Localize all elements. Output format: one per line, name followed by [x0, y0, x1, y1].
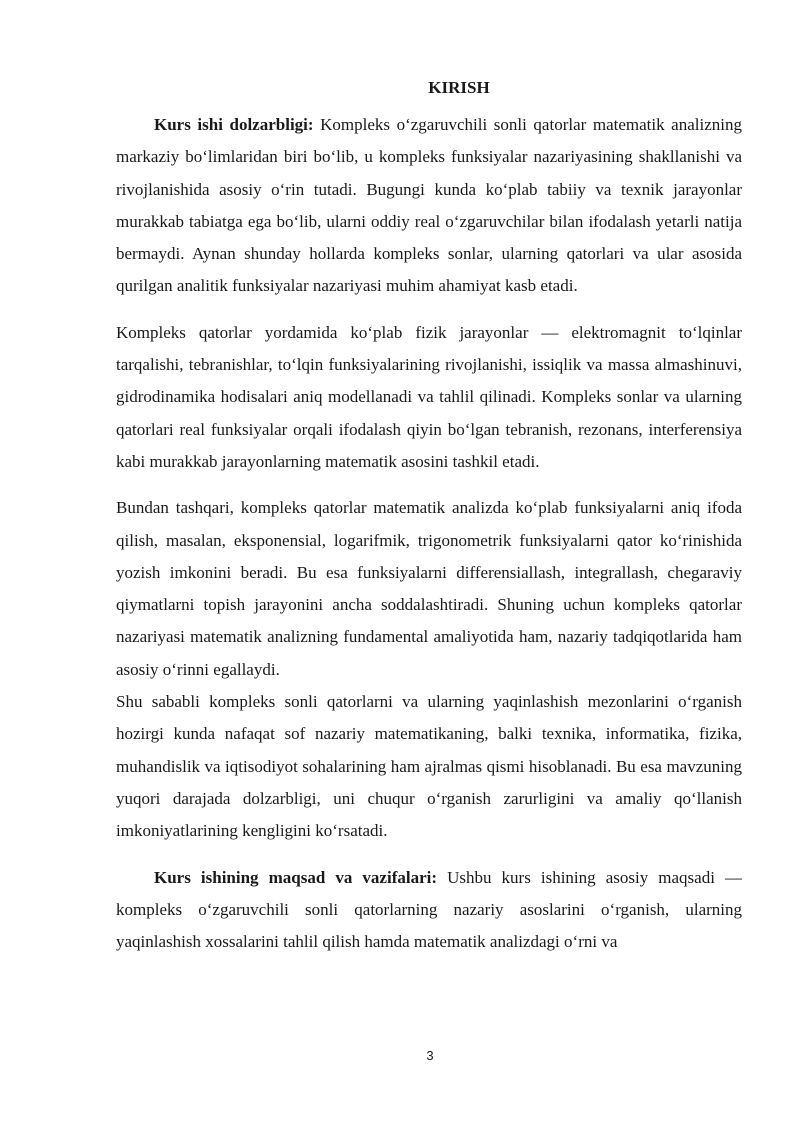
paragraph-lead: Kurs ishi dolzarbligi: [154, 115, 314, 134]
document-page [116, 74, 742, 958]
paragraph-conclusion: Shu sababli kompleks sonli qatorlarni va ularning yaqinlashish mezonlarini o‘rganish hozirgi kunda nafaqat sof nazariy matematikaning, balki texnika, informatika, fizika, muhandislik va iqtisodiyot sohalarining ham ajralmas qismi hisoblanadi. Bu esa mavzuning yuqori darajada dolzarbligi, uni chuqur o‘rganish zarurligini va amaliy qo‘llanish imkoniyatlarining kengligini ko‘rsatadi. [116, 692, 742, 841]
paragraph-relevance [116, 109, 742, 303]
paragraph-text: Kompleks o‘zgaruvchili sonli qatorlar matematik analizning markaziy bo‘limlaridan biri bo‘lib, u kompleks funksiyalar nazariyasining shakllanishi va rivojlanishida asosiy o‘rin tutadi. Bugungi kunda ko‘plab tabiiy va texnik jarayonlar murakkab tabiatga ega bo‘lib, ularni oddiy real o‘zgaruvchilar bilan ifodalash yetarli natija bermaydi. Aynan shunday hollarda kompleks sonlar, ularning qatorlari va ular asosida qurilgan analitik funksiyalar nazariyasi muhim ahamiyat kasb etadi. [116, 115, 742, 296]
page-number: 3 [426, 1048, 434, 1063]
paragraph-physics: Kompleks qatorlar yordamida ko‘plab fizik jarayonlar — elektromagnit to‘lqinlar tarqalishi, tebranishlar, to‘lqin funksiyalarining rivojlanishi, issiqlik va massa almashinuvi, gidrodinamika hodisalari aniq modellanadi va tahlil qilinadi. Kompleks sonlar va ularning qatorlari real funksiyalar orqali ifodalash qiyin bo‘lgan tebranish, rezonans, interferensiya kabi murakkab jarayonlarning matematik asosini tashkil etadi. [116, 322, 742, 471]
section-title: KIRISH [428, 78, 490, 97]
paragraph-text: Ushbu kurs ishining asosiy maqsadi — kompleks o‘zgaruvchili sonli qatorlarning nazariy asoslarini o‘rganish, ularning yaqinlashish xossalarini tahlil qilish hamda matematik analizdagi o‘rni va [116, 867, 742, 952]
paragraph-functions: Bundan tashqari, kompleks qatorlar matematik analizda ko‘plab funksiyalarni aniq ifoda qilish, masalan, eksponensial, logarifmik, trigonometrik funksiyalarni qator ko‘rinishida yozish imkonini beradi. Bu esa funksiyalarni differensiallash, integrallash, chegaraviy qiymatlarni topish jarayonini ancha soddalashtiradi. Shuning uchun kompleks qatorlar nazariyasi matematik analizning fundamental amaliyotida ham, nazariy tadqiqotlarida ham asosiy o‘rinni egallaydi. [116, 498, 742, 679]
paragraph-lead: Kurs ishining maqsad va vazifalari: [154, 867, 438, 887]
paragraph-goals [116, 862, 742, 959]
